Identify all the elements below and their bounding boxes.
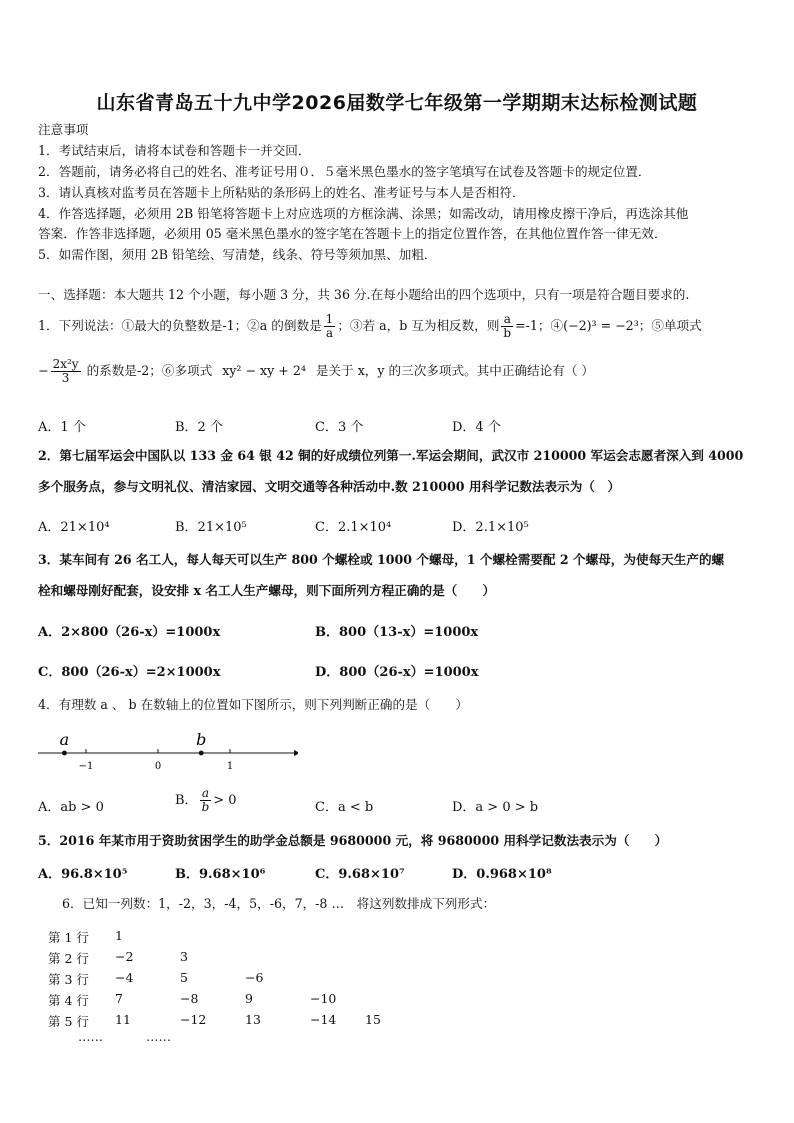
point-a bbox=[62, 751, 67, 756]
q2-option-d: D．2.1×10⁵ bbox=[452, 520, 529, 535]
point-label-b: b bbox=[196, 730, 207, 749]
q5-option-b: B．9.68×10⁶ bbox=[175, 867, 266, 882]
section-heading: 一、选择题：本大题共 12 个小题，每小题 3 分，共 36 分.在每小题给出的四个选项中，只有一项是符合题目要求的. bbox=[38, 287, 690, 302]
q1-text: 是关于 x，y 的三次多项式。其中正确结论有（ ） bbox=[315, 363, 595, 378]
row-label: 第 3 行 bbox=[48, 972, 89, 987]
q1-option-b: B．2 个 bbox=[175, 420, 223, 435]
question-4-stem: 4．有理数 a 、 b 在数轴上的位置如下图所示，则下列判断正确的是（ ） bbox=[38, 697, 469, 712]
row-value: 7 bbox=[115, 991, 123, 1006]
q1-option-a: A．1 个 bbox=[38, 420, 86, 435]
row-label: 第 5 行 bbox=[48, 1014, 89, 1029]
page-title: 山东省青岛五十九中学2026届数学七年级第一学期期末达标检测试题 bbox=[96, 92, 698, 114]
q1-option-c: C．3 个 bbox=[315, 420, 364, 435]
notice-item: 5．如需作图，须用 2B 铅笔绘、写清楚，线条、符号等须加黑、加粗． bbox=[38, 247, 437, 262]
q1-option-d: D．4 个 bbox=[452, 420, 501, 435]
notice-item: 2．答题前，请务必将自己的姓名、准考证号用０．５毫米黑色墨水的签字笔填写在试卷及答题卡的规定位置． bbox=[38, 164, 651, 179]
q2-option-c: C．2.1×10⁴ bbox=[315, 520, 392, 535]
fraction-a-over-b: $\frac{a}{b}$ bbox=[201, 786, 210, 815]
polynomial: xy² − xy + 2⁴ bbox=[222, 363, 306, 378]
row-value: −8 bbox=[180, 991, 199, 1006]
q3-option-b: B．800（13-x）=1000x bbox=[315, 625, 479, 640]
row-value: −10 bbox=[310, 991, 337, 1006]
tick-label: 1 bbox=[226, 761, 234, 772]
question-2-line-1: 2．第七届军运会中国队以 133 金 64 银 42 铜的好成绩位列第一.军运会期间，武汉市 210000 军运会志愿者深入到 4000 bbox=[38, 448, 744, 463]
notice-heading: 注意事项 bbox=[38, 122, 89, 137]
fraction-a-over-b: $\frac{a}{b}$ bbox=[503, 311, 512, 340]
ellipsis: …… bbox=[146, 1029, 171, 1044]
row-value: −14 bbox=[310, 1012, 337, 1027]
q4-option-d: D．a > 0 > b bbox=[452, 800, 539, 815]
notice-item: 答案．作答非选择题，必须用 05 毫米黑色墨水的签字笔在答题卡上的指定位置作答，在其他位置作答一律无效． bbox=[38, 226, 667, 241]
q2-option-a: A．21×10⁴ bbox=[38, 520, 110, 535]
q1-text: 1．下列说法：①最大的负整数是-1；②a 的倒数是 bbox=[38, 318, 322, 333]
notice-item: 1．考试结束后，请将本试卷和答题卡一并交回． bbox=[38, 143, 311, 158]
row-label: 第 2 行 bbox=[48, 951, 89, 966]
q4-option-a: A．ab > 0 bbox=[38, 800, 104, 815]
q5-option-a: A．96.8×10⁵ bbox=[38, 867, 128, 882]
q5-option-c: C．9.68×10⁷ bbox=[315, 867, 405, 882]
row-value: −6 bbox=[245, 970, 264, 985]
tick-label: −1 bbox=[78, 761, 94, 772]
row-value: −2 bbox=[115, 949, 134, 964]
point-b bbox=[199, 751, 204, 756]
q2-option-b: B．21×10⁵ bbox=[175, 520, 247, 535]
q4-option-b: B． $\frac{a}{b}$ > 0 bbox=[175, 786, 237, 815]
row-value: 1 bbox=[115, 928, 123, 943]
row-label: 第 1 行 bbox=[48, 930, 89, 945]
row-label: 第 4 行 bbox=[48, 993, 89, 1008]
q5-option-d: D．0.968×10⁸ bbox=[452, 867, 552, 882]
fraction-one-over-a: $\frac{1}{a}$ bbox=[325, 311, 334, 340]
tick-label: 0 bbox=[154, 761, 162, 772]
point-label-a: a bbox=[59, 730, 70, 749]
notice-item: 3．请认真核对监考员在答题卡上所粘贴的条形码上的姓名、准考证号与本人是否相符． bbox=[38, 185, 525, 200]
question-3-line-1: 3．某车间有 26 名工人，每人每天可以生产 800 个螺栓或 1000 个螺母，1 个螺栓需要配 2 个螺母，为使每天生产的螺 bbox=[38, 552, 725, 567]
expression-4: (−2)³ = −2³ bbox=[563, 318, 639, 333]
row-value: 11 bbox=[115, 1012, 131, 1027]
row-value: 9 bbox=[245, 991, 253, 1006]
row-value: 15 bbox=[365, 1012, 381, 1027]
question-6-stem: 6．已知一列数：1，-2，3，-4，5，-6，7，-8 … 将这列数排成下列形式： bbox=[62, 896, 496, 911]
ellipsis: …… bbox=[78, 1029, 103, 1044]
q3-option-c: C．800（26-x）=2×1000x bbox=[38, 665, 221, 680]
row-value: 13 bbox=[245, 1012, 261, 1027]
row-value: 5 bbox=[180, 970, 188, 985]
q1-text: ；⑤单项式 bbox=[638, 318, 702, 333]
arrow-icon bbox=[294, 750, 298, 756]
notice-item: 4．作答选择题，必须用 2B 铅笔将答题卡上对应选项的方框涂满、涂黑；如需改动，请用橡皮擦干净后，再选涂其他 bbox=[38, 206, 689, 221]
question-2-line-2: 多个服务点，参与文明礼仪、清洁家园、文明交通等各种活动中.数 210000 用科学记数法表示为（ ） bbox=[38, 479, 621, 494]
q3-option-d: D．800（26-x）=1000x bbox=[315, 665, 479, 680]
row-value: −12 bbox=[180, 1012, 207, 1027]
question-1-line-1 bbox=[38, 312, 702, 340]
q1-text: =-1；④ bbox=[515, 318, 564, 333]
q1-text: ；③若 a，b 互为相反数，则 bbox=[337, 318, 500, 333]
row-value: 3 bbox=[180, 949, 188, 964]
q3-option-a: A．2×800（26-x）=1000x bbox=[38, 625, 221, 640]
question-5-stem: 5．2016 年某市用于资助贫困学生的助学金总额是 9680000 元，将 9680000 用科学记数法表示为（ ） bbox=[38, 833, 668, 848]
q1-text: 的系数是-2；⑥多项式 bbox=[86, 363, 213, 378]
question-3-line-2: 栓和螺母刚好配套，设安排 x 名工人生产螺母，则下面所列方程正确的是（ ） bbox=[38, 583, 496, 598]
number-line-figure bbox=[38, 728, 298, 774]
row-value: −4 bbox=[115, 970, 134, 985]
q4-option-c: C．a < b bbox=[315, 800, 374, 815]
question-1-line-2: − $\frac{\text{2x²y}}{3}$ 的系数是-2；⑥多项式 xy² − xy + 2⁴ 是关于 x，y 的三次多项式。其中正确结论有（ ） bbox=[38, 356, 595, 385]
fraction-monomial: $\frac{\text{2x²y}}{3}$ bbox=[52, 356, 79, 385]
